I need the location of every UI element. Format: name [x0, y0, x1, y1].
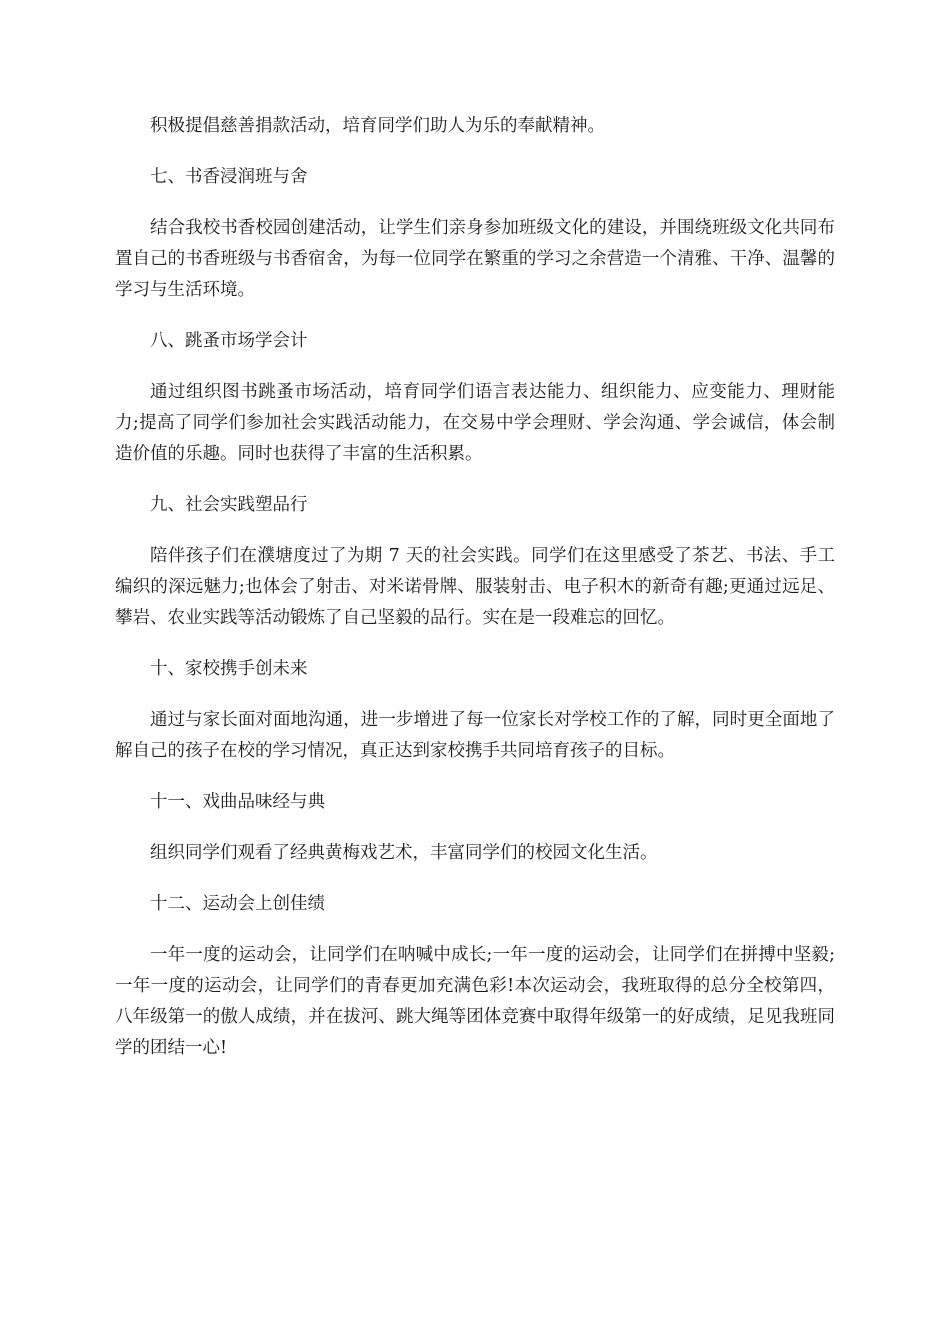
section-heading-8: 八、跳蚤市场学会计 — [150, 331, 308, 351]
document-page — [115, 111, 835, 1084]
paragraph-sports-meet: 一年一度的运动会，让同学们在呐喊中成长;一年一度的运动会，让同学们在拼搏中坚毅;一年一度的运动会，让同学们的青春更加充满色彩!本次运动会，我班取得的总分全校第四，八年级第一的傲人成绩，并在拔河、跳大绳等团体竞赛中取得年级第一的好成绩，足见我班同学的团结一心! — [115, 945, 835, 1058]
paragraph-opera: 组织同学们观看了经典黄梅戏艺术，丰富同学们的校园文化生活。 — [150, 843, 658, 863]
paragraph-social-practice: 陪伴孩子们在濮塘度过了为期 7 天的社会实践。同学们在这里感受了茶艺、书法、手工编织的深远魅力;也体会了射击、对米诺骨牌、服装射击、电子积木的新奇有趣;更通过远足、攀岩、农业实践等活动锻炼了自己坚毅的品行。实在是一段难忘的回忆。 — [115, 546, 835, 628]
paragraph-charity: 积极提倡慈善捐款活动，培育同学们助人为乐的奉献精神。 — [150, 116, 605, 136]
section-heading-7: 七、书香浸润班与舍 — [150, 167, 308, 187]
section-heading-11: 十一、戏曲品味经与典 — [150, 792, 325, 812]
section-heading-10: 十、家校携手创未来 — [150, 659, 308, 679]
section-heading-12: 十二、运动会上创佳绩 — [150, 894, 325, 914]
paragraph-flea-market: 通过组织图书跳蚤市场活动，培育同学们语言表达能力、组织能力、应变能力、理财能力;提高了同学们参加社会实践活动能力，在交易中学会理财、学会沟通、学会诚信，体会制造价值的乐趣。同时也获得了丰富的生活积累。 — [115, 382, 835, 464]
section-heading-9: 九、社会实践塑品行 — [150, 495, 308, 515]
paragraph-home-school: 通过与家长面对面地沟通，进一步增进了每一位家长对学校工作的了解，同时更全面地了解自己的孩子在校的学习情况，真正达到家校携手共同培育孩子的目标。 — [115, 710, 835, 761]
paragraph-book-fragrance: 结合我校书香校园创建活动，让学生们亲身参加班级文化的建设，并围绕班级文化共同布置自己的书香班级与书香宿舍，为每一位同学在繁重的学习之余营造一个清雅、干净、温馨的学习与生活环境。 — [115, 218, 835, 300]
